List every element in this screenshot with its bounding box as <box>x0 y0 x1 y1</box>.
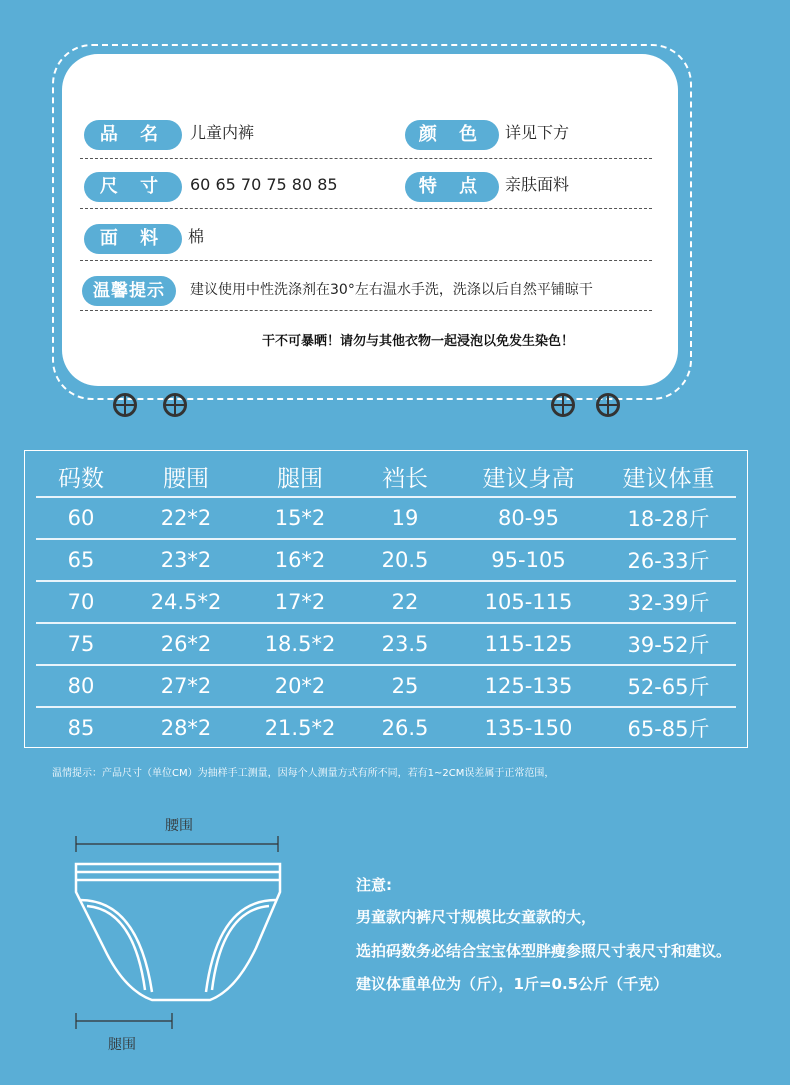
underwear-diagram <box>60 830 300 1030</box>
tip-value: 建议使用中性洗涤剂在30°左右温水手洗，洗涤以后自然平铺晾干 <box>190 282 593 298</box>
table-cell: 20*2 <box>246 665 354 707</box>
wheel-icon <box>163 393 187 417</box>
name-value: 儿童内裤 <box>190 123 255 142</box>
table-cell: 16*2 <box>246 539 354 581</box>
color-value: 详见下方 <box>505 123 570 142</box>
table-cell: 26.5 <box>354 707 456 748</box>
table-cell: 70 <box>36 581 126 623</box>
info-row-tip <box>80 270 652 311</box>
table-cell: 17*2 <box>246 581 354 623</box>
table-cell: 75 <box>36 623 126 665</box>
table-cell: 22 <box>354 581 456 623</box>
table-cell: 26-33斤 <box>601 539 736 581</box>
size-label: 尺 寸 <box>84 172 182 202</box>
wheel-icon <box>596 393 620 417</box>
table-cell: 115-125 <box>456 623 601 665</box>
table-cell: 39-52斤 <box>601 623 736 665</box>
table-row <box>36 623 736 665</box>
wheel-icon <box>551 393 575 417</box>
table-cell: 135-150 <box>456 707 601 748</box>
header-weight: 建议体重 <box>622 465 715 492</box>
notes-line-1: 男童款内裤尺寸规模比女童款的大， <box>356 908 597 926</box>
table-cell: 22*2 <box>126 497 246 539</box>
table-cell: 65 <box>36 539 126 581</box>
table-cell: 28*2 <box>126 707 246 748</box>
table-row <box>36 539 736 581</box>
name-label: 品 名 <box>84 120 182 150</box>
table-cell: 23.5 <box>354 623 456 665</box>
leg-label: 腿围 <box>108 1037 136 1053</box>
header-crotch: 裆长 <box>382 465 428 492</box>
table-cell: 23*2 <box>126 539 246 581</box>
table-cell: 80 <box>36 665 126 707</box>
table-cell: 25 <box>354 665 456 707</box>
info-row-size <box>80 168 652 209</box>
fabric-value: 棉 <box>188 227 205 246</box>
header-size: 码数 <box>58 465 104 492</box>
table-cell: 60 <box>36 497 126 539</box>
header-waist: 腰围 <box>163 465 209 492</box>
underwear-outline <box>76 864 280 1000</box>
color-label: 颜 色 <box>405 120 499 150</box>
tip-value-2: 干不可暴晒！请勿与其他衣物一起浸泡以免发生染色！ <box>262 334 575 349</box>
table-cell: 26*2 <box>126 623 246 665</box>
table-cell: 65-85斤 <box>601 707 736 748</box>
notes-line-3: 建议体重单位为（斤），1斤=0.5公斤（千克） <box>356 975 669 993</box>
table-row <box>36 581 736 623</box>
fabric-label: 面 料 <box>84 224 182 254</box>
info-row-name <box>80 118 652 159</box>
table-cell: 85 <box>36 707 126 748</box>
notes-line-2: 选拍码数务必结合宝宝体型胖瘦参照尺寸表尺寸和建议。 <box>356 942 732 960</box>
table-row <box>36 707 736 748</box>
size-table <box>36 456 736 748</box>
feature-value: 亲肤面料 <box>505 175 570 194</box>
table-cell: 125-135 <box>456 665 601 707</box>
table-cell: 24.5*2 <box>126 581 246 623</box>
warm-tip: 温情提示：产品尺寸（单位CM）为抽样手工测量，因每个人测量方式有所不同，若有1~2CM误差属于正常范围， <box>52 768 555 779</box>
waist-label: 腰围 <box>165 818 193 834</box>
table-cell: 19 <box>354 497 456 539</box>
table-cell: 18.5*2 <box>246 623 354 665</box>
table-cell: 15*2 <box>246 497 354 539</box>
table-cell: 52-65斤 <box>601 665 736 707</box>
table-cell: 18-28斤 <box>601 497 736 539</box>
table-header-row <box>36 456 736 497</box>
feature-label: 特 点 <box>405 172 499 202</box>
tip-label: 温馨提示 <box>82 276 176 306</box>
info-row-fabric <box>80 220 652 261</box>
header-height: 建议身高 <box>482 465 575 492</box>
table-cell: 105-115 <box>456 581 601 623</box>
table-cell: 27*2 <box>126 665 246 707</box>
table-cell: 80-95 <box>456 497 601 539</box>
wheel-icon <box>113 393 137 417</box>
size-value: 60 65 70 75 80 85 <box>190 175 338 194</box>
table-cell: 21.5*2 <box>246 707 354 748</box>
header-leg: 腿围 <box>277 465 323 492</box>
table-cell: 32-39斤 <box>601 581 736 623</box>
table-row <box>36 665 736 707</box>
notes-title: 注意: <box>356 876 392 894</box>
table-row <box>36 497 736 539</box>
table-cell: 20.5 <box>354 539 456 581</box>
table-cell: 95-105 <box>456 539 601 581</box>
